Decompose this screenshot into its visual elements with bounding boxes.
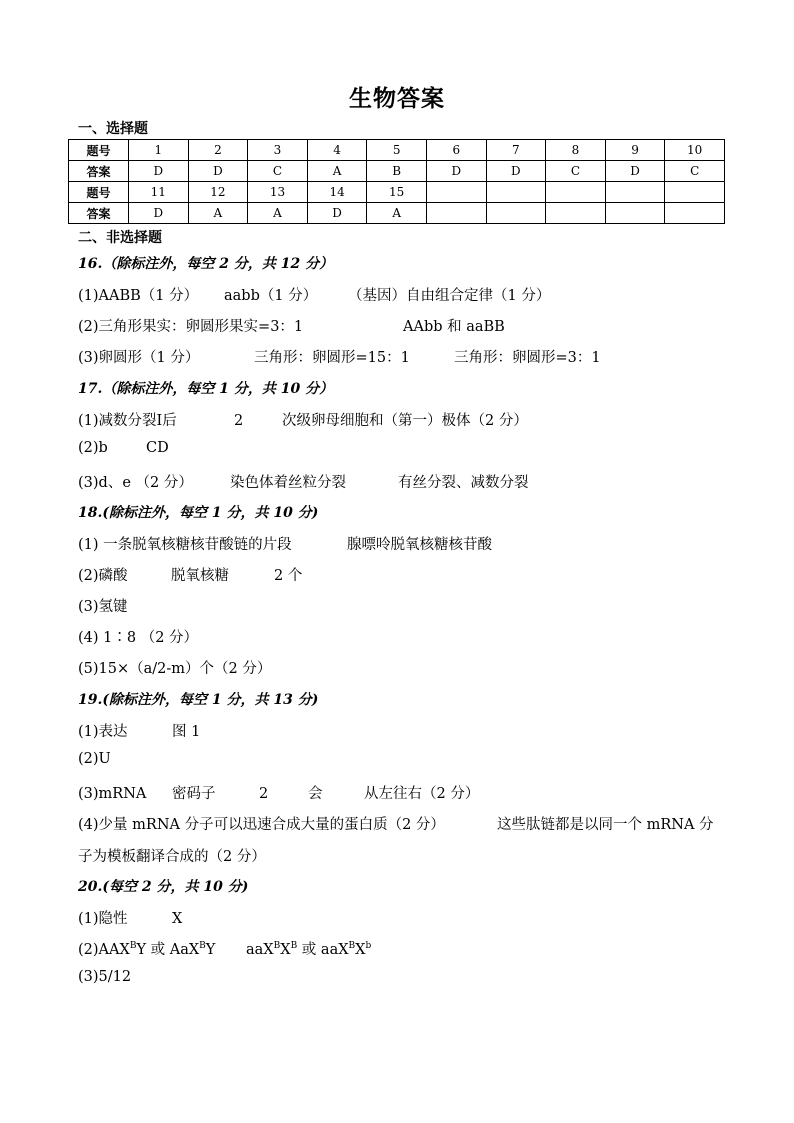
q19-1b: 图 1 — [172, 724, 201, 740]
section-choice-heading: 一、选择题 — [78, 121, 148, 137]
q17-2b: CD — [146, 440, 169, 456]
answer-table-cell: 1 — [129, 140, 189, 161]
q17-line-3 — [78, 471, 529, 492]
answer-table-row — [69, 140, 725, 161]
answer-table-cell — [605, 203, 665, 224]
q19-4b: 这些肽链都是以同一个 mRNA 分 — [497, 817, 714, 833]
answer-table-row-label: 答案 — [69, 203, 129, 224]
answer-table-cell — [546, 182, 606, 203]
q19-1a: (1)表达 — [78, 724, 128, 740]
q16-2a: (2)三角形果实：卵圆形果实=3：1 — [78, 319, 304, 335]
q17-3b: 染色体着丝粒分裂 — [230, 475, 346, 491]
answer-table-cell: 13 — [248, 182, 308, 203]
answer-table-cell: D — [486, 161, 546, 182]
q18-2c: 2 个 — [274, 568, 303, 584]
answer-table-cell: C — [248, 161, 308, 182]
q19-3b: 密码子 — [172, 786, 216, 802]
answer-table-cell — [665, 203, 725, 224]
answer-table-cell: 6 — [426, 140, 486, 161]
q16-1c: （基因）自由组合定律（1 分） — [348, 288, 551, 304]
answer-table-cell: C — [665, 161, 725, 182]
q17-3c: 有丝分裂、减数分裂 — [398, 475, 529, 491]
answer-table-cell: C — [546, 161, 606, 182]
q18-heading: 18.(除标注外，每空 1 分，共 10 分) — [78, 505, 319, 521]
answer-table-row — [69, 182, 725, 203]
q18-1a: (1) 一条脱氧核糖核苷酸链的片段 — [78, 537, 292, 553]
answer-table-cell: A — [367, 203, 427, 224]
answer-table-row — [69, 161, 725, 182]
answer-table-cell: B — [367, 161, 427, 182]
q16-line-2 — [78, 315, 505, 336]
q19-line-4 — [78, 813, 714, 834]
answer-table-cell — [486, 182, 546, 203]
answer-table-cell: 2 — [188, 140, 248, 161]
answer-table-cell: 7 — [486, 140, 546, 161]
q20-2-genotype-a: $(2)AAX^BY$ 或 AaX$^B$Y — [78, 941, 216, 958]
answer-table-row-label: 题号 — [69, 140, 129, 161]
q19-line-3 — [78, 782, 479, 803]
q16-1b: aabb（1 分） — [224, 288, 318, 304]
q19-3c: 2 — [259, 786, 269, 802]
answer-table-row — [69, 203, 725, 224]
q18-line-4: (4) 1∶8 （2 分） — [78, 630, 199, 646]
q18-2a: (2)磷酸 — [78, 568, 128, 584]
q20-heading: 20.(每空 2 分，共 10 分) — [78, 879, 249, 895]
answer-table-cell: D — [426, 161, 486, 182]
q20-2-genotype-b: $aaX^BX^B$ 或 $aaX^BX^b$ — [246, 941, 372, 958]
q19-3a: (3)mRNA — [78, 786, 147, 802]
q16-3c: 三角形：卵圆形=3：1 — [454, 350, 601, 366]
q18-line-3: (3)氢键 — [78, 599, 128, 615]
answer-table-cell — [426, 182, 486, 203]
q19-line-5: 子为模板翻译合成的（2 分） — [78, 849, 266, 865]
answer-table-row-label: 答案 — [69, 161, 129, 182]
q20-1a: (1)隐性 — [78, 911, 128, 927]
q16-line-1 — [78, 284, 550, 305]
q18-line-2 — [78, 564, 302, 585]
q16-3b: 三角形：卵圆形=15：1 — [254, 350, 410, 366]
section-nonchoice-heading: 二、非选择题 — [78, 230, 162, 246]
q19-3e: 从左往右（2 分） — [364, 786, 480, 802]
q18-line-5: (5)15×（a/2-m）个（2 分） — [78, 661, 272, 677]
answer-table-cell: 11 — [129, 182, 189, 203]
page-title: 生物答案 — [349, 86, 445, 112]
answer-table-cell — [426, 203, 486, 224]
answer-table-cell: D — [129, 161, 189, 182]
q16-1a: (1)AABB（1 分） — [78, 288, 199, 304]
q18-2b: 脱氧核糖 — [171, 568, 229, 584]
q20-1b: X — [172, 911, 183, 927]
q19-line-1 — [78, 720, 200, 741]
q17-heading: 17.（除标注外，每空 1 分，共 10 分） — [78, 381, 334, 397]
answer-table-row-label: 题号 — [69, 182, 129, 203]
answer-table-cell — [605, 182, 665, 203]
answer-table-cell: A — [188, 203, 248, 224]
answer-table-cell: 15 — [367, 182, 427, 203]
q19-3d: 会 — [308, 786, 323, 802]
q16-heading: 16.（除标注外，每空 2 分，共 12 分） — [78, 256, 334, 272]
answer-table-cell: A — [248, 203, 308, 224]
q17-2a: (2)b — [78, 440, 108, 456]
answer-table-cell: 4 — [307, 140, 367, 161]
answer-table-cell: 10 — [665, 140, 725, 161]
q17-1c: 次级卵母细胞和（第一）极体（2 分） — [282, 413, 528, 429]
answer-table-cell: D — [307, 203, 367, 224]
q17-1b: 2 — [234, 413, 244, 429]
answer-table-cell: 12 — [188, 182, 248, 203]
answer-table-cell: D — [188, 161, 248, 182]
q20-line-3: (3)5/12 — [78, 969, 132, 985]
answer-table-cell: 5 — [367, 140, 427, 161]
answer-table-cell: A — [307, 161, 367, 182]
answer-table-cell: 14 — [307, 182, 367, 203]
answer-table-cell — [486, 203, 546, 224]
q17-3a: (3)d、e （2 分） — [78, 475, 193, 491]
answer-table — [68, 139, 725, 224]
q16-3a: (3)卵圆形（1 分） — [78, 350, 200, 366]
answer-table-cell: D — [605, 161, 665, 182]
answer-table-cell: D — [129, 203, 189, 224]
q17-1a: (1)减数分裂Ⅰ后 — [78, 413, 177, 429]
q18-1b: 腺嘌呤脱氧核糖核苷酸 — [347, 537, 492, 553]
q20-line-2 — [78, 938, 371, 959]
q17-line-2 — [78, 440, 169, 456]
q17-line-1 — [78, 409, 528, 430]
q16-2b: AAbb 和 aaBB — [403, 319, 505, 335]
answer-table-cell: 9 — [605, 140, 665, 161]
answer-table-cell: 3 — [248, 140, 308, 161]
q19-heading: 19.(除标注外，每空 1 分，共 13 分) — [78, 692, 319, 708]
q19-4a: (4)少量 mRNA 分子可以迅速合成大量的蛋白质（2 分） — [78, 817, 445, 833]
answer-table-cell — [546, 203, 606, 224]
q19-line-2: (2)U — [78, 751, 111, 767]
q18-line-1 — [78, 533, 492, 554]
q16-line-3 — [78, 346, 601, 367]
answer-table-cell: 8 — [546, 140, 606, 161]
answer-table-cell — [665, 182, 725, 203]
q20-line-1 — [78, 907, 182, 928]
